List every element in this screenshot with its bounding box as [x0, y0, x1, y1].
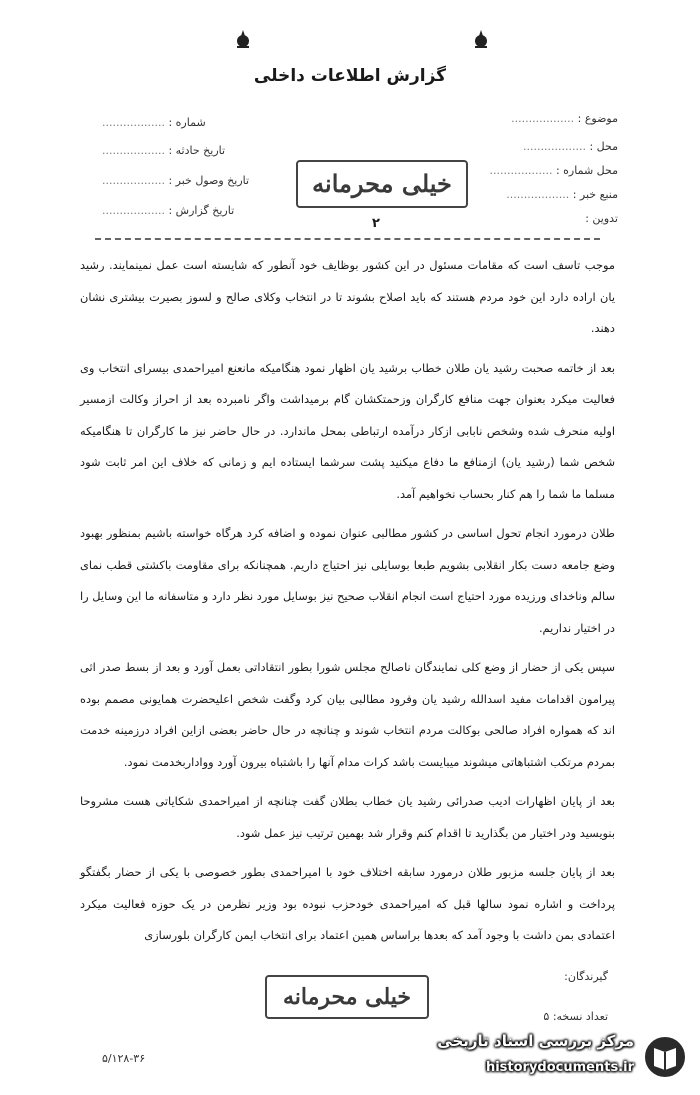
archive-watermark: [414, 1028, 694, 1088]
top-secret-stamp: خیلی محرمانه: [296, 160, 468, 208]
copies-field: تعداد نسخه: ۵: [543, 1010, 608, 1023]
body-paragraph: موجب تاسف است که مقامات مسئول در این کشور بوظایف خود آنطور که شایسته است عمل نمینمایند. رشید یان اراده دارد این خود مردم هستند که باید اصلاح بشوند تا در انتخاب وکلای صالح و لسوز بصیرت بیشتری نشان دهند.: [80, 258, 615, 335]
header-field-report-date: تاریخ گزارش : ..................: [102, 204, 235, 217]
top-secret-stamp: خیلی محرمانه: [265, 975, 429, 1019]
body-paragraph: بعد از پایان جلسه مزبور طلان درمورد سابقه اختلاف خود با امیراحمدی بطور خصوصی با یکی از حضار بگفتگو پرداخت و اشاره نمود سالها قبل که امیراحمدی خودحزب نبوده بود وزیر نظرمن در یک حوزه فعالیت میکرد اعتمادی بمن داشت با وجود آمد که بعدها براساس همین اعتماد برای انتخاب ایمن کارگران بلورسازی: [80, 865, 615, 942]
header-field-location-number: محل شماره : ..................: [489, 164, 618, 177]
body-paragraph: بعد از خاتمه صحبت رشید یان طلان خطاب برشید یان اظهار نمود هنگامیکه مانعنع امیراحمدی بیسرای انتخاب وی فعالیت میکرد بعنوان جهت منافع کارگران وزحمتکشان گام برمیداشت واگر نامبرده بعد از احراز وکالت ازمسیر اولیه منحرف شده وشخص نابابی ازکار درآمده ارتباطی بمحل ماندارد. در حال حاضر نیز ما کارگران تا هنگامیکه شخص شما (رشید یان) ازمنافع ما دفاع میکنید پشت سرشما ایستاده ایم و زمانی که خلاف این امر ثابت شود مسلما ما شما را هم کنار بحساب نخواهیم آمد.: [80, 360, 615, 501]
header-divider: [95, 238, 600, 240]
state-emblem-icon: [232, 28, 254, 50]
header-field-number: شماره : ..................: [102, 116, 206, 129]
archive-logo-icon: [642, 1034, 688, 1080]
report-title: گزارش اطلاعات داخلی: [253, 66, 447, 86]
page-number: ۲: [372, 216, 380, 231]
document-code: ۵/۱۲۸-۳۶: [102, 1052, 146, 1065]
report-body: [80, 250, 615, 960]
header-field-receipt-date: تاریخ وصول خبر : ..................: [102, 174, 250, 187]
watermark-url: historydocuments.ir: [485, 1060, 634, 1075]
header-field-compiler: تدوین :: [585, 212, 618, 225]
recipients-field: گیرندگان:: [564, 970, 608, 983]
header-field-source: منبع خبر : ..................: [506, 188, 618, 201]
body-paragraph: سپس یکی از حضار از وضع کلی نمایندگان ناصالح مجلس شورا بطور انتقاداتی بعمل آورد و بعد از بسط صدر اثی پیرامون اقدامات مفید اسدالله رشید یان وفرود مطالبی بیان کرد وگفت شخص اعلیحضرت همایونی مصمم بوده اند که همواره افراد صالحی بوکالت مردم انتخاب شوند و چنانچه در حال حاضر بعضی ازاین افراد درزمینه خدمت بمردم مرتکب اشتباهاتی میشوند میبایست باشد کرات مدام آنها را باشتباه بیرون آورد وواداربخدمت نمود.: [80, 660, 615, 769]
body-paragraph: بعد از پایان اظهارات ادیب صدرائی رشید یان خطاب بطلان گفت چنانچه از امیراحمدی شکایاتی هست مشروحا بنویسید ودر اختیار من بگذارید تا اقدام کنم وقرار شد بهمین ترتیب نیز عمل شود.: [80, 794, 615, 840]
header-field-location: محل : ..................: [523, 140, 618, 153]
state-emblem-icon: [470, 28, 492, 50]
body-paragraph: طلان درمورد انجام تحول اساسی در کشور مطالبی عنوان نموده و اضافه کرد هرگاه خواسته باشیم بمنظور بهبود وضع جامعه دست بکار انقلابی بشویم طبعا بوسایلی نیز احتیاج داریم. همچنانکه برای مقاومت باکشتی قطب نمای سالم وناخدای ورزیده مورد احتیاج است انجام انقلاب صحیح نیز بوسایل مورد نظر دارد و متاسفانه ما این وسایل را در اختیار نداریم.: [80, 526, 615, 635]
watermark-title: مرکز بررسی اسناد تاریخی: [437, 1032, 634, 1050]
header-field-subject: موضوع : ..................: [511, 112, 618, 125]
header-field-incident-date: تاریخ حادثه : ..................: [102, 144, 226, 157]
